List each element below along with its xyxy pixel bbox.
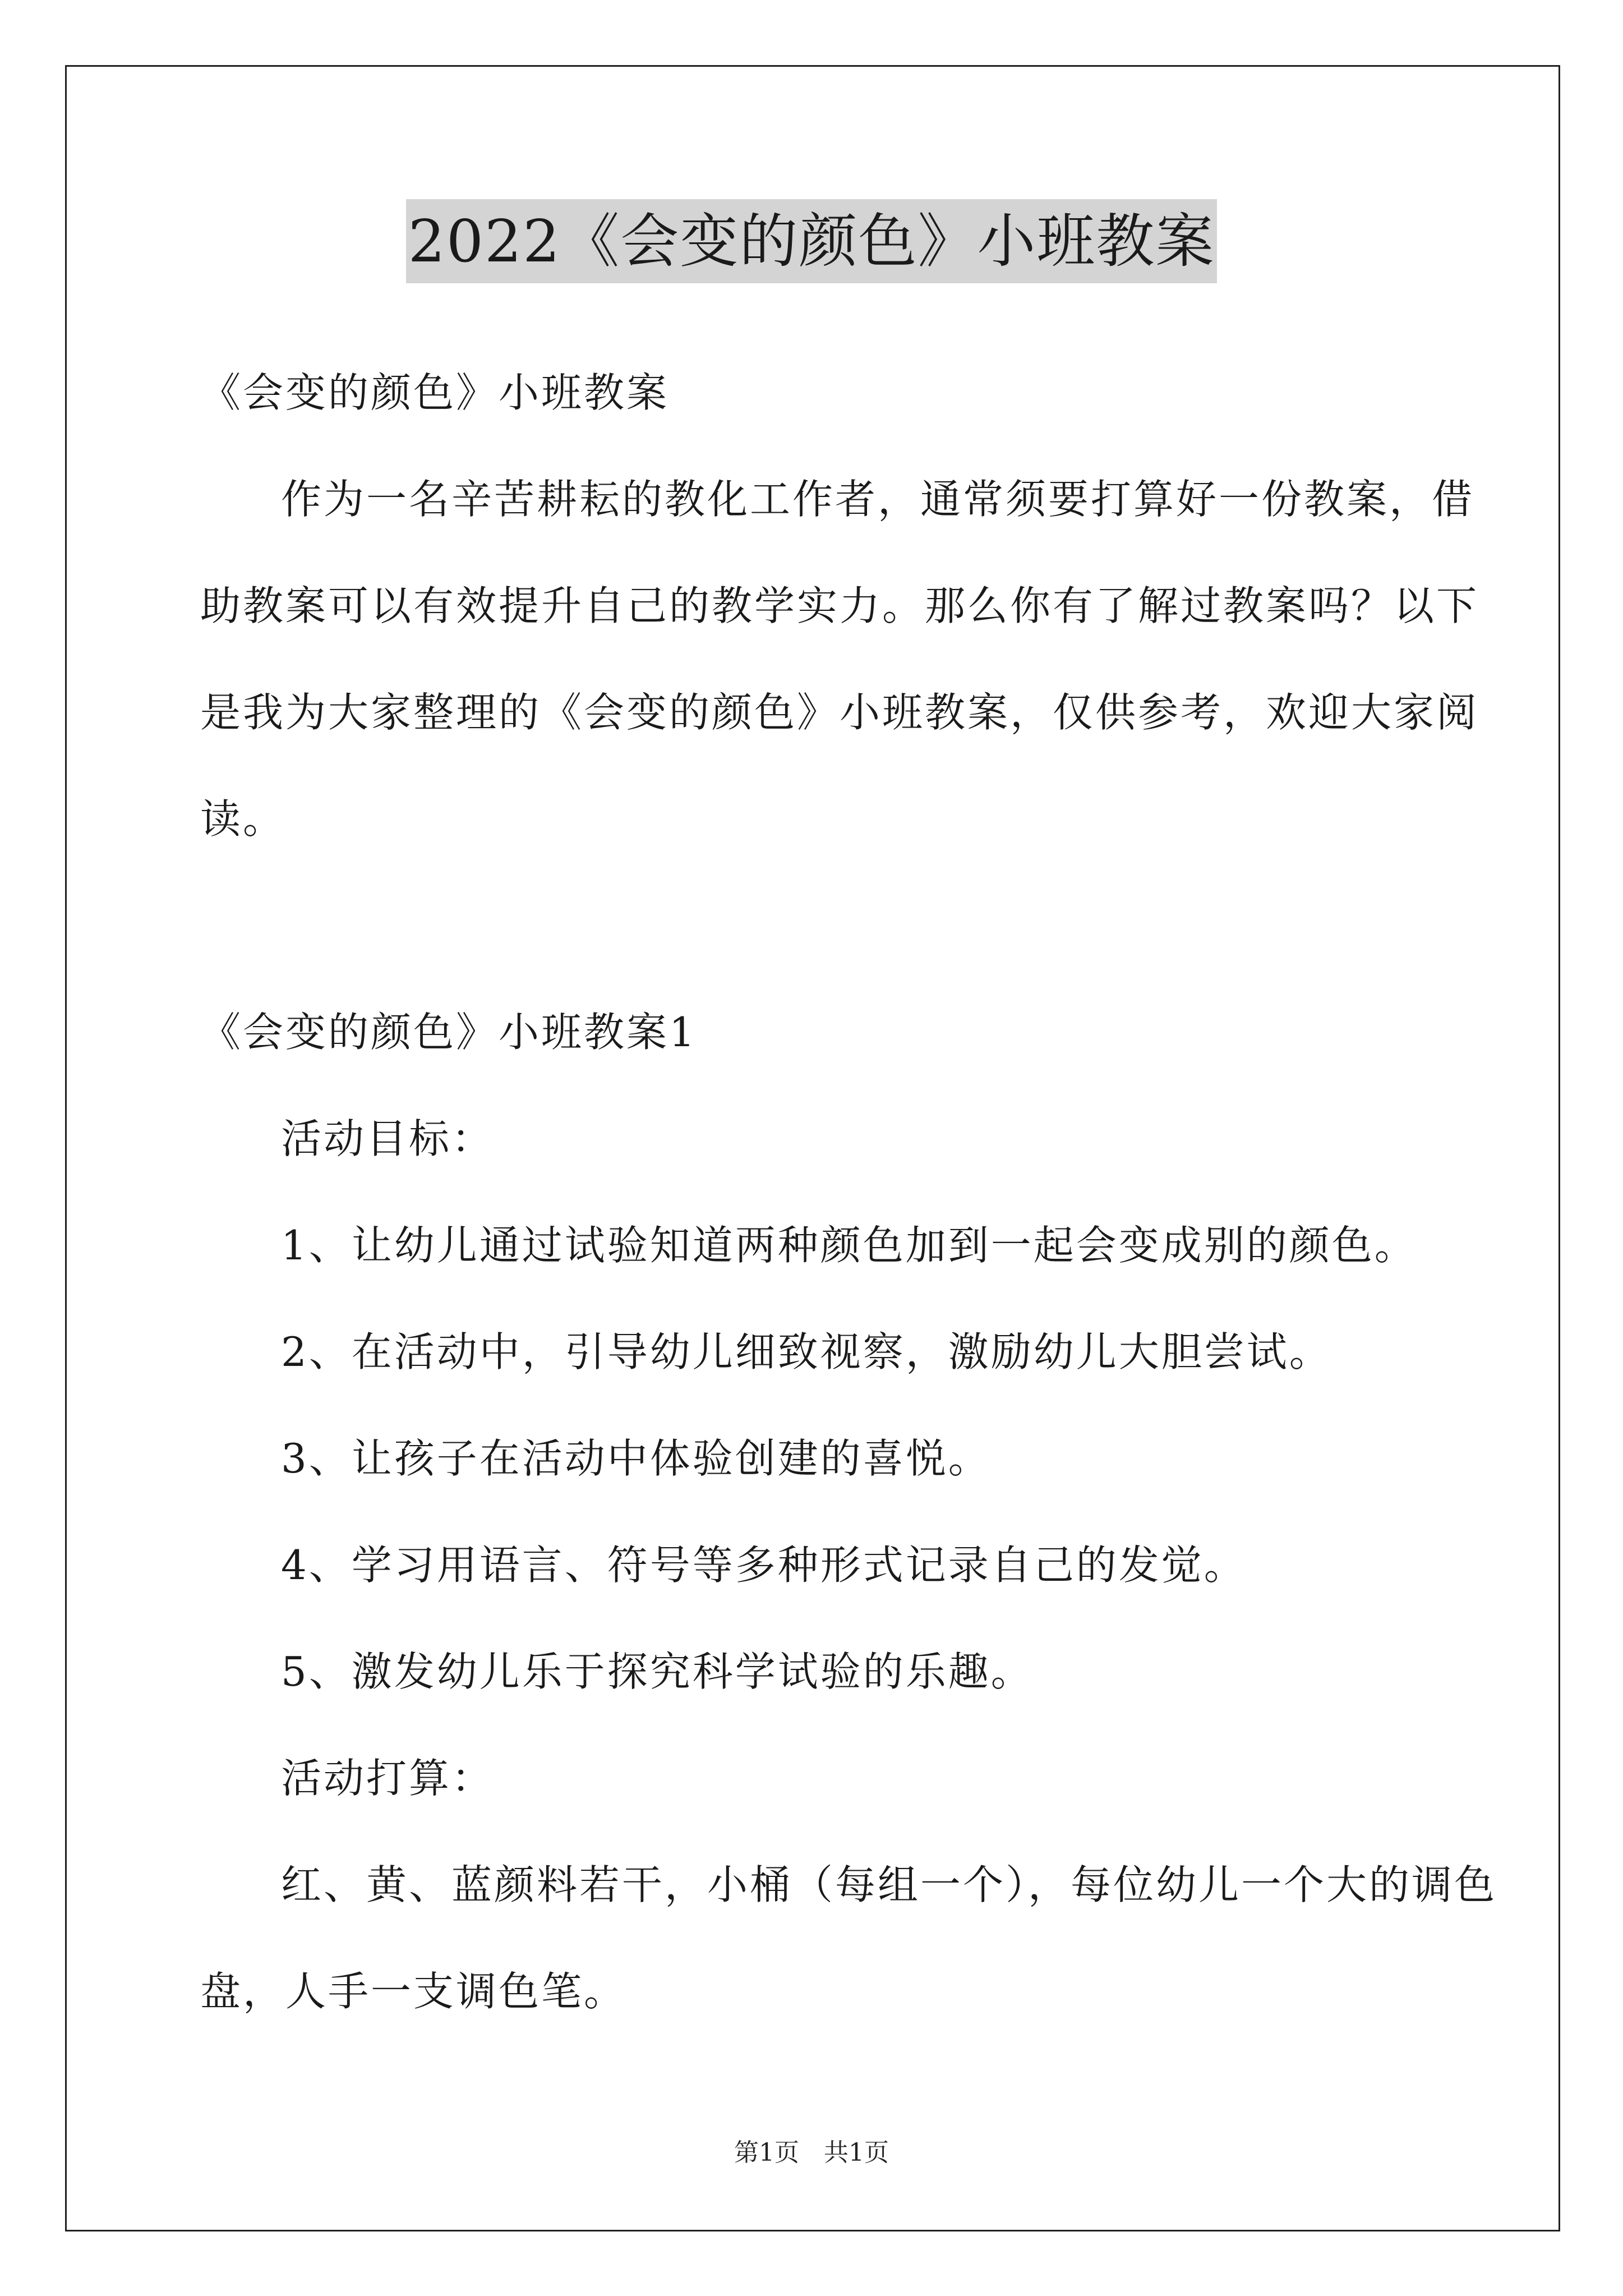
intro-paragraph-line: 助教案可以有效提升自己的教学实力。那么你有了解过教案吗？以下 (200, 582, 1479, 629)
goals-label: 活动目标： (281, 1115, 495, 1162)
intro-heading: 《会变的颜色》小班教案 (200, 369, 670, 416)
title-container (0, 199, 1623, 283)
document-title: 2022《会变的颜色》小班教案 (406, 199, 1218, 283)
goal-item: 1、让幼儿通过试验知道两种颜色加到一起会变成别的颜色。 (281, 1222, 1417, 1269)
section-heading: 《会变的颜色》小班教案1 (200, 1009, 697, 1056)
intro-paragraph-line: 作为一名辛苦耕耘的教化工作者，通常须要打算好一份教案，借 (281, 476, 1475, 523)
section-spacer (200, 872, 1434, 979)
page-footer: 第1页 共1页 (734, 2138, 889, 2167)
goal-item: 4、学习用语言、符号等多种形式记录自己的发觉。 (281, 1542, 1247, 1589)
goal-item: 3、让孩子在活动中体验创建的喜悦。 (281, 1435, 991, 1482)
prep-label: 活动打算： (281, 1755, 495, 1802)
intro-paragraph-line: 是我为大家整理的《会变的颜色》小班教案，仅供参考，欢迎大家阅 (200, 689, 1479, 736)
prep-paragraph-line: 盘，人手一支调色笔。 (200, 1968, 627, 2015)
intro-paragraph-line: 读。 (200, 795, 286, 843)
document-body (200, 339, 1497, 2045)
prep-paragraph-line: 红、黄、蓝颜料若干，小桶（每组一个），每位幼儿一个大的调色 (281, 1861, 1497, 1908)
goal-item: 5、激发幼儿乐于探究科学试验的乐趣。 (281, 1648, 1034, 1695)
goal-item: 2、在活动中，引导幼儿细致视察，激励幼儿大胆尝试。 (281, 1328, 1332, 1375)
